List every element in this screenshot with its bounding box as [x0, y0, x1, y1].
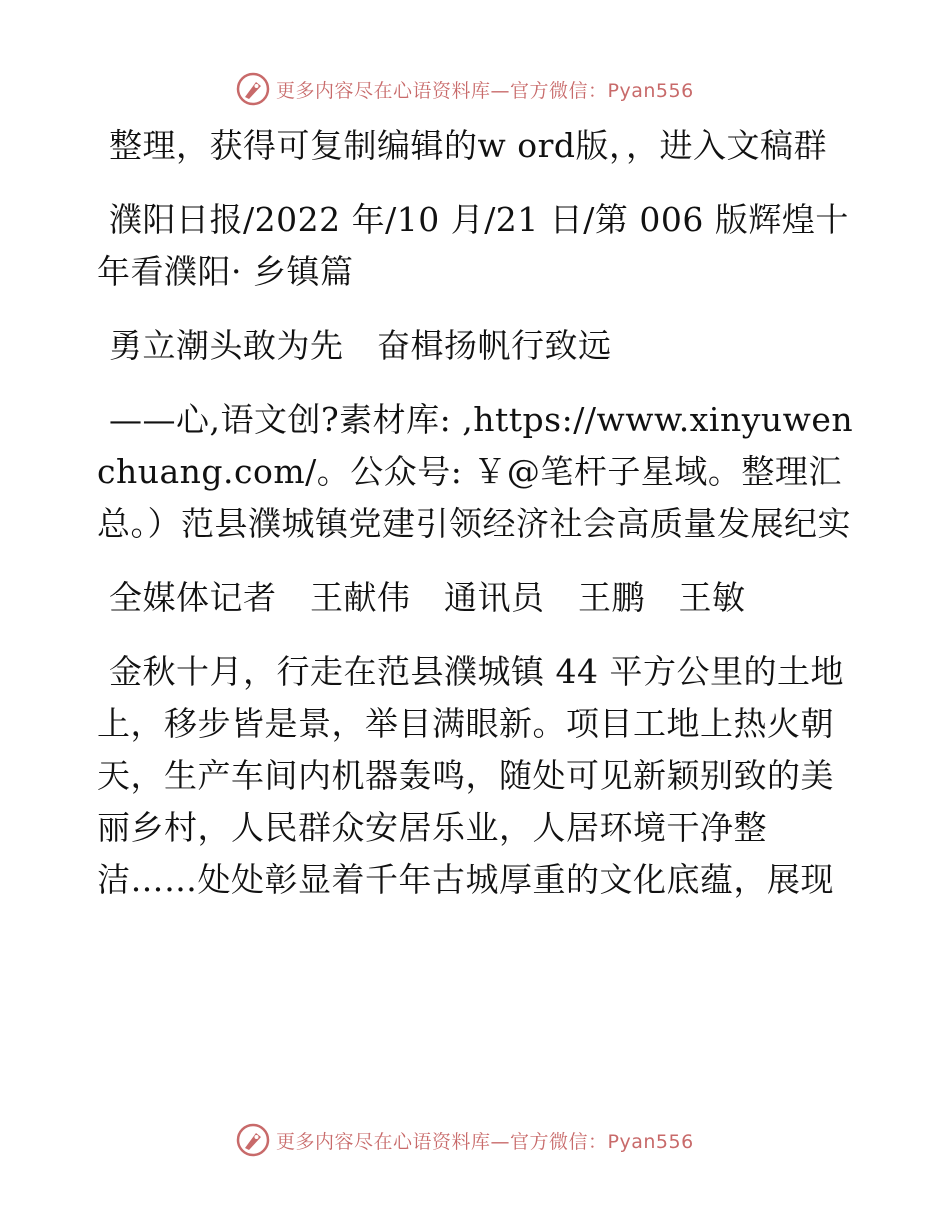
- article-byline: 全媒体记者 王献伟 通讯员 王鹏 王敏: [109, 578, 746, 617]
- article-title: 勇立潮头敢为先 奋楫扬帆行致远: [109, 326, 612, 365]
- paragraph-source: 濮阳日报/2022 年/10 月/21 日/第 006 版辉煌十年看濮阳· 乡镇篇: [97, 200, 849, 291]
- header-watermark: [236, 72, 694, 106]
- pen-nib-logo-icon: [236, 72, 270, 106]
- paragraph-intro: 整理，获得可复制编辑的w ord版，，进入文稿群: [109, 126, 828, 165]
- pen-nib-logo-icon: [236, 1123, 270, 1157]
- document-body: [97, 120, 857, 928]
- watermark-text: 更多内容尽在心语资料库—官方微信：Pyan556: [276, 1130, 694, 1153]
- footer-watermark: [236, 1123, 694, 1157]
- article-subtitle: ——心,语文创?素材库: ,https://www.xinyuwenchuang.com/。公众号: ￥@笔杆子星域。整理汇总。）范县濮城镇党建引领经济社会高质量发展纪实: [97, 400, 854, 543]
- watermark-text: 更多内容尽在心语资料库—官方微信：Pyan556: [276, 79, 694, 102]
- paragraph-body: 金秋十月，行走在范县濮城镇 44 平方公里的土地上，移步皆是景，举目满眼新。项目工地上热火朝天，生产车间内机器轰鸣，随处可见新颖别致的美丽乡村，人民群众安居乐业，人居环境干净整洁……处处彰显着千年古城厚重的文化底蕴，展现: [97, 652, 844, 899]
